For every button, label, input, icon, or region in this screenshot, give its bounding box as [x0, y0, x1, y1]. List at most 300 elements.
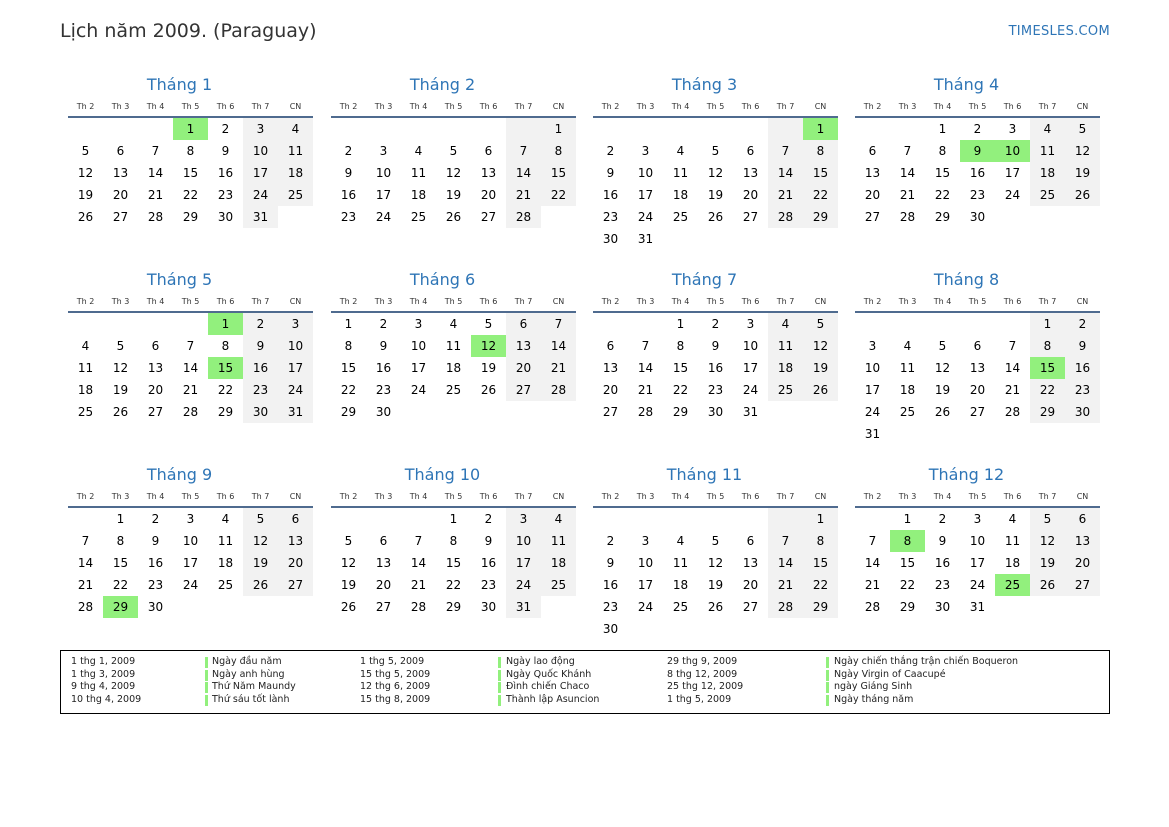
calendar-day: 27	[969, 405, 986, 419]
calendar-day: 4	[1008, 512, 1017, 526]
empty-cell	[628, 118, 663, 140]
calendar-day: 3	[641, 144, 650, 158]
calendar-day: 8	[1030, 335, 1065, 357]
legend-holiday-name: Ngày Virgin of Caacupé	[834, 668, 946, 680]
legend-holiday-name: Thành lập Asuncion	[506, 694, 600, 706]
calendar-day: 27	[112, 210, 129, 224]
calendar-day: 23	[602, 600, 619, 614]
calendar-day: 7	[1008, 339, 1017, 353]
weekday-header: Th 3	[628, 96, 663, 118]
calendar-day: 28	[541, 379, 576, 401]
calendar-day: 12	[707, 166, 724, 180]
calendar-day: 14	[768, 552, 803, 574]
weekday-header: Th 3	[366, 96, 401, 118]
weekday-header: CN	[803, 291, 838, 313]
calendar-day: 20	[506, 357, 541, 379]
calendar-day: 19	[707, 188, 724, 202]
calendar-day: 5	[81, 144, 90, 158]
calendar-day: 24	[969, 578, 986, 592]
calendar-day: 26	[1065, 184, 1100, 206]
month-grid	[68, 486, 313, 618]
legend-marker	[826, 682, 829, 693]
calendar-day: 24	[637, 600, 654, 614]
weekday-header: Th 4	[138, 291, 173, 313]
calendar-day: 1	[903, 512, 912, 526]
calendar-day: 27	[602, 405, 619, 419]
calendar-day: 27	[480, 210, 497, 224]
calendar-day: 29	[340, 405, 357, 419]
calendar-day: 9	[711, 339, 720, 353]
calendar-day: 14	[899, 166, 916, 180]
calendar-day: 3	[868, 339, 877, 353]
calendar-day: 9	[938, 534, 947, 548]
month-title: Tháng 4	[933, 75, 1000, 94]
weekday-header: Th 5	[173, 96, 208, 118]
calendar-day: 31	[506, 596, 541, 618]
calendar-day: 25	[278, 184, 313, 206]
calendar-day: 23	[340, 210, 357, 224]
calendar-day: 30	[375, 405, 392, 419]
empty-cell	[768, 118, 803, 140]
calendar-day: 27	[147, 405, 164, 419]
holiday-day: 1	[173, 118, 208, 140]
calendar-day: 25	[1030, 184, 1065, 206]
calendar-day: 21	[1004, 383, 1021, 397]
empty-cell	[698, 118, 733, 140]
legend-date: 15 thg 8, 2009	[360, 694, 431, 706]
calendar-day: 10	[742, 339, 759, 353]
weekday-header: Th 7	[506, 291, 541, 313]
empty-cell	[331, 118, 366, 140]
calendar-day: 18	[217, 556, 234, 570]
calendar-day: 30	[1065, 401, 1100, 423]
calendar-day: 26	[243, 574, 278, 596]
calendar-day: 12	[803, 335, 838, 357]
calendar-day: 6	[151, 339, 160, 353]
calendar-day: 28	[768, 206, 803, 228]
weekday-header: Th 3	[628, 291, 663, 313]
calendar-day: 9	[344, 166, 353, 180]
weekday-header: Th 5	[698, 291, 733, 313]
calendar-day: 5	[711, 144, 720, 158]
weekday-header: Th 6	[995, 291, 1030, 313]
calendar-day: 16	[480, 556, 497, 570]
calendar-day: 13	[112, 166, 129, 180]
calendar-day: 6	[606, 339, 615, 353]
month-grid	[331, 96, 576, 228]
calendar-day: 2	[973, 122, 982, 136]
weekday-header: Th 5	[698, 96, 733, 118]
calendar-day: 4	[676, 144, 685, 158]
calendar-day: 5	[803, 313, 838, 335]
empty-cell	[436, 118, 471, 140]
calendar-day: 24	[637, 210, 654, 224]
calendar-day: 18	[278, 162, 313, 184]
calendar-day: 26	[707, 600, 724, 614]
calendar-day: 11	[541, 530, 576, 552]
empty-cell	[68, 313, 103, 335]
holiday-day: 1	[803, 118, 838, 140]
calendar-day: 17	[506, 552, 541, 574]
calendar-day: 30	[147, 600, 164, 614]
weekday-header: Th 5	[960, 96, 995, 118]
month-calendar	[593, 464, 838, 640]
calendar-day: 15	[340, 361, 357, 375]
calendar-day: 24	[410, 383, 427, 397]
calendar-day: 3	[379, 144, 388, 158]
empty-cell	[471, 118, 506, 140]
calendar-day: 8	[803, 530, 838, 552]
calendar-day: 31	[637, 232, 654, 246]
calendar-day: 7	[506, 140, 541, 162]
calendar-day: 23	[934, 578, 951, 592]
holiday-day: 15	[208, 357, 243, 379]
holiday-day: 8	[890, 530, 925, 552]
calendar-day: 22	[217, 383, 234, 397]
calendar-day: 22	[934, 188, 951, 202]
calendar-day: 23	[602, 210, 619, 224]
month-title: Tháng 11	[666, 465, 743, 484]
calendar-day: 22	[541, 184, 576, 206]
weekday-header: Th 6	[733, 486, 768, 508]
calendar-day: 24	[243, 184, 278, 206]
calendar-day: 11	[217, 534, 234, 548]
empty-cell	[698, 508, 733, 530]
calendar-day: 29	[672, 405, 689, 419]
calendar-day: 7	[81, 534, 90, 548]
calendar-day: 15	[899, 556, 916, 570]
calendar-day: 22	[182, 188, 199, 202]
calendar-day: 8	[676, 339, 685, 353]
calendar-day: 17	[637, 188, 654, 202]
weekday-header: CN	[278, 96, 313, 118]
calendar-day: 2	[151, 512, 160, 526]
calendar-day: 8	[541, 140, 576, 162]
calendar-day: 8	[344, 339, 353, 353]
calendar-day: 28	[864, 600, 881, 614]
calendar-day: 21	[182, 383, 199, 397]
calendar-day: 11	[410, 166, 427, 180]
calendar-day: 16	[1065, 357, 1100, 379]
calendar-day: 28	[147, 210, 164, 224]
calendar-day: 6	[278, 508, 313, 530]
calendar-day: 6	[746, 534, 755, 548]
empty-cell	[733, 118, 768, 140]
calendar-day: 17	[182, 556, 199, 570]
calendar-day: 21	[768, 184, 803, 206]
calendar-day: 8	[116, 534, 125, 548]
calendar-day: 6	[506, 313, 541, 335]
calendar-day: 12	[1065, 140, 1100, 162]
legend-marker	[498, 657, 501, 668]
legend-holiday-name: Ngày chiến thắng trận chiến Boqueron	[834, 656, 1019, 667]
calendar-day: 12	[112, 361, 129, 375]
calendar-day: 2	[221, 122, 230, 136]
calendar-day: 29	[803, 596, 838, 618]
weekday-header: Th 7	[243, 291, 278, 313]
weekday-header: Th 6	[471, 486, 506, 508]
calendar-day: 22	[445, 578, 462, 592]
calendar-day: 25	[217, 578, 234, 592]
calendar-day: 17	[969, 556, 986, 570]
weekday-header: CN	[1065, 96, 1100, 118]
calendar-day: 15	[445, 556, 462, 570]
calendar-day: 27	[742, 210, 759, 224]
calendar-day: 9	[243, 335, 278, 357]
weekday-header: CN	[541, 291, 576, 313]
weekday-header: Th 2	[855, 96, 890, 118]
calendar-day: 20	[278, 552, 313, 574]
empty-cell	[138, 313, 173, 335]
calendar-day: 12	[707, 556, 724, 570]
calendar-day: 16	[934, 556, 951, 570]
legend-holiday-name: Ngày đầu năm	[212, 656, 282, 667]
calendar-day: 27	[864, 210, 881, 224]
month-title: Tháng 12	[928, 465, 1005, 484]
calendar-day: 22	[340, 383, 357, 397]
calendar-day: 29	[182, 210, 199, 224]
month-title: Tháng 8	[933, 270, 1000, 289]
calendar-day: 6	[1065, 508, 1100, 530]
empty-cell	[663, 118, 698, 140]
calendar-day: 7	[151, 144, 160, 158]
calendar-day: 10	[243, 140, 278, 162]
weekday-header: Th 2	[68, 96, 103, 118]
calendar-day: 12	[1030, 530, 1065, 552]
month-grid	[593, 291, 838, 423]
legend-holiday-name: Thứ Năm Maundy	[212, 681, 296, 693]
weekday-header: Th 7	[1030, 486, 1065, 508]
legend-marker	[205, 682, 208, 693]
weekday-header: Th 4	[925, 486, 960, 508]
weekday-header: Th 3	[103, 291, 138, 313]
empty-cell	[593, 313, 628, 335]
calendar-day: 10	[969, 534, 986, 548]
weekday-header: CN	[278, 291, 313, 313]
weekday-header: Th 6	[995, 486, 1030, 508]
calendar-day: 23	[707, 383, 724, 397]
empty-cell	[733, 508, 768, 530]
month-grid	[331, 291, 576, 423]
weekday-header: Th 3	[366, 486, 401, 508]
weekday-header: Th 5	[960, 291, 995, 313]
calendar-day: 19	[445, 188, 462, 202]
calendar-day: 20	[147, 383, 164, 397]
calendar-day: 24	[182, 578, 199, 592]
calendar-day: 8	[803, 140, 838, 162]
calendar-day: 30	[602, 232, 619, 246]
holiday-day: 12	[471, 335, 506, 357]
weekday-header: CN	[541, 486, 576, 508]
calendar-day: 12	[934, 361, 951, 375]
calendar-day: 5	[344, 534, 353, 548]
calendar-day: 20	[742, 578, 759, 592]
calendar-day: 18	[77, 383, 94, 397]
calendar-day: 5	[1030, 508, 1065, 530]
calendar-day: 21	[541, 357, 576, 379]
calendar-day: 21	[864, 578, 881, 592]
weekday-header: Th 7	[506, 96, 541, 118]
calendar-day: 10	[375, 166, 392, 180]
weekday-header: CN	[1065, 486, 1100, 508]
calendar-day: 30	[934, 600, 951, 614]
calendar-day: 15	[934, 166, 951, 180]
calendar-day: 17	[243, 162, 278, 184]
calendar-day: 6	[868, 144, 877, 158]
calendar-day: 17	[410, 361, 427, 375]
calendar-day: 29	[899, 600, 916, 614]
calendar-day: 4	[676, 534, 685, 548]
weekday-header: Th 6	[471, 96, 506, 118]
month-title: Tháng 3	[671, 75, 738, 94]
calendar-day: 21	[637, 383, 654, 397]
legend-date: 9 thg 4, 2009	[71, 681, 136, 693]
weekday-header: Th 6	[208, 486, 243, 508]
legend-marker	[498, 670, 501, 681]
empty-cell	[68, 508, 103, 530]
calendar-day: 2	[606, 534, 615, 548]
weekday-header: Th 6	[471, 291, 506, 313]
weekday-header: Th 2	[331, 96, 366, 118]
calendar-day: 15	[112, 556, 129, 570]
calendar-day: 4	[414, 144, 423, 158]
calendar-day: 21	[77, 578, 94, 592]
weekday-header: Th 4	[925, 96, 960, 118]
month-calendar	[855, 74, 1100, 228]
calendar-day: 1	[116, 512, 125, 526]
empty-cell	[628, 313, 663, 335]
calendar-day: 23	[147, 578, 164, 592]
calendar-day: 20	[480, 188, 497, 202]
calendar-day: 12	[243, 530, 278, 552]
empty-cell	[506, 118, 541, 140]
weekday-header: Th 3	[890, 486, 925, 508]
weekday-header: Th 4	[138, 486, 173, 508]
calendar-day: 15	[541, 162, 576, 184]
holiday-day: 10	[995, 140, 1030, 162]
calendar-day: 26	[340, 600, 357, 614]
empty-cell	[890, 118, 925, 140]
calendar-day: 7	[868, 534, 877, 548]
month-calendar	[331, 464, 576, 618]
calendar-day: 5	[484, 317, 493, 331]
calendar-day: 17	[375, 188, 392, 202]
calendar-day: 20	[375, 578, 392, 592]
calendar-day: 22	[803, 574, 838, 596]
calendar-day: 1	[676, 317, 685, 331]
calendar-day: 11	[445, 339, 462, 353]
calendar-day: 25	[672, 600, 689, 614]
calendar-day: 25	[77, 405, 94, 419]
calendar-day: 27	[278, 574, 313, 596]
calendar-day: 18	[410, 188, 427, 202]
legend-date: 1 thg 5, 2009	[360, 656, 425, 667]
empty-cell	[925, 313, 960, 335]
weekday-header: Th 4	[663, 291, 698, 313]
site-link[interactable]: TIMESLES.COM	[1008, 24, 1110, 39]
calendar-day: 5	[711, 534, 720, 548]
calendar-day: 20	[969, 383, 986, 397]
calendar-day: 31	[864, 427, 881, 441]
month-title: Tháng 7	[671, 270, 738, 289]
legend-date: 25 thg 12, 2009	[667, 681, 744, 693]
empty-cell	[855, 313, 890, 335]
holiday-day: 1	[208, 313, 243, 335]
calendar-day: 3	[278, 313, 313, 335]
month-title: Tháng 6	[409, 270, 476, 289]
weekday-header: Th 7	[768, 291, 803, 313]
weekday-header: CN	[803, 486, 838, 508]
calendar-day: 11	[672, 166, 689, 180]
calendar-day: 10	[864, 361, 881, 375]
calendar-day: 14	[864, 556, 881, 570]
calendar-day: 29	[217, 405, 234, 419]
weekday-header: Th 3	[890, 291, 925, 313]
month-grid	[593, 96, 838, 250]
weekday-header: CN	[278, 486, 313, 508]
calendar-day: 31	[969, 600, 986, 614]
holiday-day: 25	[995, 574, 1030, 596]
calendar-day: 30	[480, 600, 497, 614]
month-grid	[68, 291, 313, 423]
calendar-day: 17	[864, 383, 881, 397]
weekday-header: Th 4	[401, 96, 436, 118]
calendar-day: 16	[375, 361, 392, 375]
calendar-day: 8	[938, 144, 947, 158]
calendar-day: 13	[602, 361, 619, 375]
calendar-day: 11	[768, 335, 803, 357]
month-grid	[593, 486, 838, 640]
calendar-day: 18	[1030, 162, 1065, 184]
calendar-day: 9	[151, 534, 160, 548]
empty-cell	[331, 508, 366, 530]
calendar-day: 13	[742, 556, 759, 570]
calendar-day: 14	[410, 556, 427, 570]
calendar-day: 1	[344, 317, 353, 331]
weekday-header: Th 5	[436, 291, 471, 313]
legend-marker	[498, 682, 501, 693]
calendar-day: 30	[969, 210, 986, 224]
calendar-day: 29	[934, 210, 951, 224]
calendar-day: 13	[375, 556, 392, 570]
weekday-header: Th 5	[173, 291, 208, 313]
calendar-day: 28	[899, 210, 916, 224]
month-grid	[855, 96, 1100, 228]
calendar-day: 26	[112, 405, 129, 419]
weekday-header: Th 6	[733, 96, 768, 118]
empty-cell	[960, 313, 995, 335]
calendar-day: 14	[541, 335, 576, 357]
weekday-header: Th 4	[138, 96, 173, 118]
calendar-day: 23	[969, 188, 986, 202]
weekday-header: Th 4	[663, 486, 698, 508]
weekday-header: Th 6	[208, 96, 243, 118]
calendar-day: 16	[217, 166, 234, 180]
calendar-day: 24	[864, 405, 881, 419]
calendar-day: 23	[1065, 379, 1100, 401]
calendar-day: 14	[637, 361, 654, 375]
empty-cell	[173, 313, 208, 335]
calendar-day: 2	[1065, 313, 1100, 335]
month-calendar	[68, 74, 313, 228]
weekday-header: Th 2	[68, 486, 103, 508]
calendar-day: 31	[278, 401, 313, 423]
weekday-header: Th 2	[68, 291, 103, 313]
legend-holiday-name: ngày Giáng Sinh	[834, 681, 913, 693]
calendar-day: 22	[112, 578, 129, 592]
calendar-day: 11	[1004, 534, 1021, 548]
calendar-day: 24	[1004, 188, 1021, 202]
